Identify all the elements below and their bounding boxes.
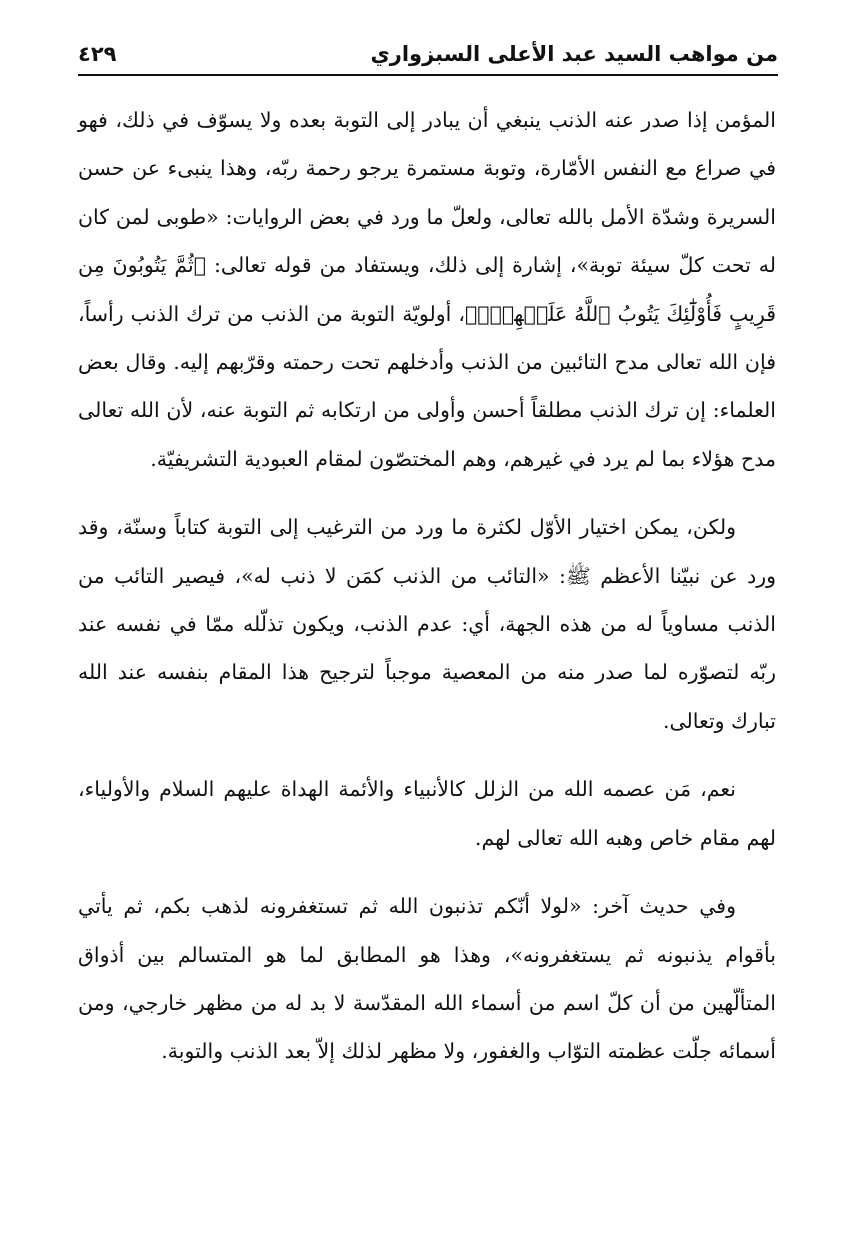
paragraph-gap: [78, 862, 776, 882]
body-text: [78, 96, 776, 1076]
paragraph-gap: [78, 483, 776, 503]
paragraph-1: المؤمن إذا صدر عنه الذنب ينبغي أن يبادر إلى التوبة بعده ولا يسوّف في ذلك، فهو في صراع مع النفس الأمّارة، وتوبة مستمرة يرجو رحمة ربّه، وهذا ينبىء عن حسن السريرة وشدّة الأمل بالله تعالى، ولعلّ ما ورد في بعض الروايات: «طوبى لمن كان له تحت كلّ سيئة توبة»، إشارة إلى ذلك، ويستفاد من قوله تعالى: ﴿ثُمَّ يَتُوبُونَ مِن قَرِيبٍ فَأُوْلَٰٓئِكَ يَتُوبُ ٱللَّهُ عَلَيۡهِمۡۗ﴾، أولويّة التوبة من الذنب من ترك الذنب رأساً، فإن الله تعالى مدح التائبين من الذنب وأدخلهم تحت رحمته وقرّبهم إليه. وقال بعض العلماء: إن ترك الذنب مطلقاً أحسن وأولى من ارتكابه ثم التوبة عنه، لأن الله تعالى مدح هؤلاء بما لم يرد في غيرهم، وهم المختصّون لمقام العبودية التشريفيّة.: [78, 108, 776, 471]
paragraph-gap: [78, 745, 776, 765]
paragraph-3: نعم، مَن عصمه الله من الزلل كالأنبياء والأئمة الهداة عليهم السلام والأولياء، لهم مقام خاص وهبه الله تعالى لهم.: [78, 777, 776, 850]
paragraph-2: ولكن، يمكن اختيار الأوّل لكثرة ما ورد من الترغيب إلى التوبة كتاباً وسنّة، وقد ورد عن نبيّنا الأعظم ﷺ: «التائب من الذنب كمَن لا ذنب له»، فيصير التائب من الذنب مساوياً له من هذه الجهة، أي: عدم الذنب، ويكون تذلّله ممّا في نفسه عند ربّه لتصوّره لما صدر منه من المعصية موجباً لترجيح هذا المقام بنفسه عند الله تبارك وتعالى.: [78, 515, 776, 733]
paragraph-4: وفي حديث آخر: «لولا أنّكم تذنبون الله ثم تستغفرونه لذهب بكم، ثم يأتي بأقوام يذنبونه ثم يستغفرونه»، وهذا هو المطابق لما هو المتسالم بين أذواق المتألّهين من أن كلّ اسم من أسماء الله المقدّسة لا بد له من مظهر خارجي، ومن أسمائه جلّت عظمته التوّاب والغفور، ولا مظهر لذلك إلاّ بعد الذنب والتوبة.: [78, 894, 776, 1064]
page-number: ٤٢٩: [78, 42, 117, 66]
running-header: [78, 34, 778, 76]
header-title: من مواهب السيد عبد الأعلى السبزواري: [370, 42, 778, 66]
